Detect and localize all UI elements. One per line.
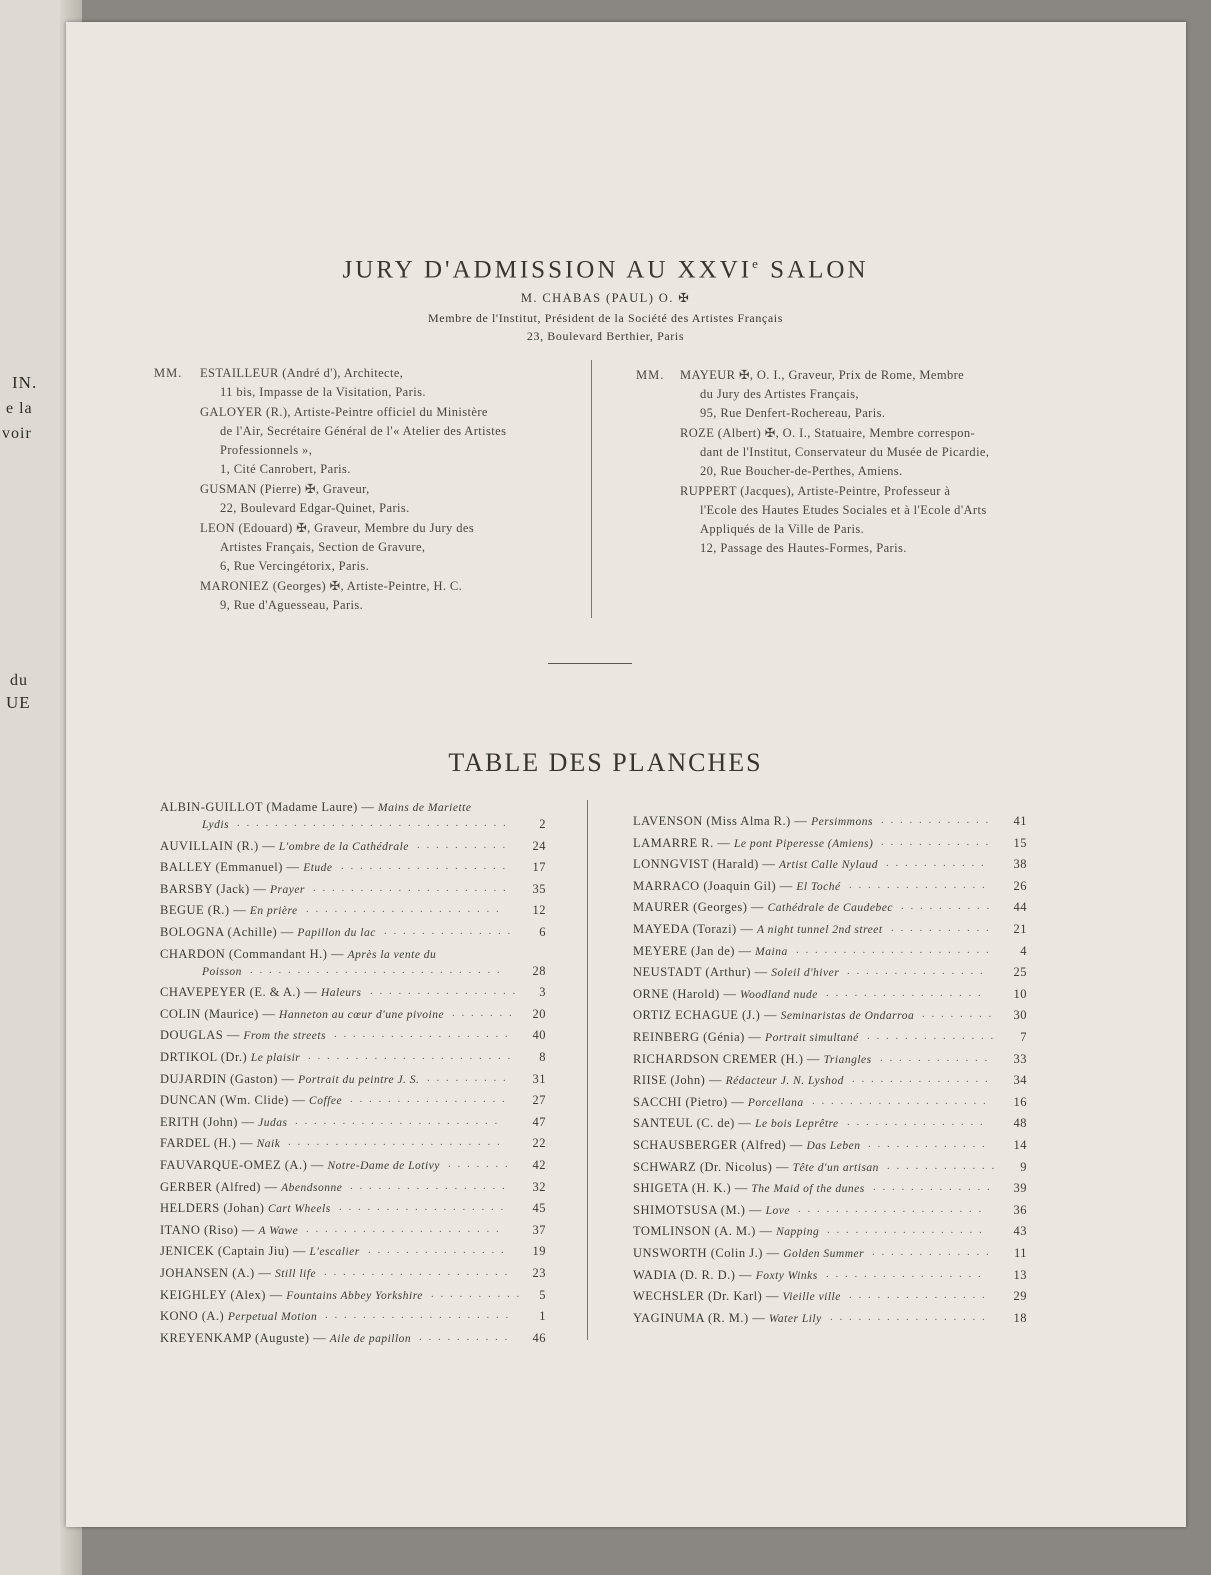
- jury-line: GALOYER (R.), Artiste-Peintre officiel du Ministère: [200, 405, 488, 419]
- plate-number: 31: [532, 1071, 546, 1086]
- dot-leader: . . . . . . . . . . . .: [881, 814, 991, 826]
- plate-number: 24: [532, 838, 546, 853]
- jury-line: ESTAILLEUR (André d'), Architecte,: [200, 366, 404, 380]
- plate-entry: [633, 814, 873, 829]
- margin-fragment: du: [10, 672, 28, 689]
- plate-number: 3: [539, 985, 546, 1000]
- dot-leader: . . . . . . .: [448, 1158, 510, 1170]
- jury-line: ROZE (Albert) ✠, O. I., Statuaire, Membre correspon-: [680, 426, 976, 440]
- dot-leader: . . . . . . . . . .: [419, 1330, 510, 1343]
- plate-entry: [633, 965, 839, 980]
- jury-line: 95, Rue Denfert-Rochereau, Paris.: [700, 406, 886, 420]
- plate-entry: [160, 1050, 300, 1065]
- plate-entry: [160, 882, 305, 897]
- jury-line: 9, Rue d'Aguesseau, Paris.: [220, 598, 364, 612]
- plate-work: Après la vente du: [347, 948, 437, 961]
- margin-fragment: IN.: [12, 373, 38, 392]
- plate-entry: [633, 1181, 865, 1196]
- plate-number: 39: [1013, 1181, 1027, 1196]
- jury-line: MARONIEZ (Georges) ✠, Artiste-Peintre, H. C.: [200, 579, 463, 593]
- plate-artist: GERBER (Alfred) —: [160, 1179, 282, 1194]
- dot-leader: . . . . . . . . . . . . . . . . .: [826, 1267, 983, 1280]
- plate-artist: MAYEDA (Torazi) —: [633, 922, 757, 936]
- jury-line: LEON (Edouard) ✠, Graveur, Membre du Jury des: [200, 521, 475, 535]
- dot-leader: . . . . . . . . . . . . . . .: [368, 1244, 506, 1257]
- plate-artist: BALLEY (Emmanuel) —: [160, 860, 304, 875]
- dot-leader: . . . . . . . . .: [427, 1071, 508, 1084]
- plate-artist: MARRACO (Joaquin Gil) —: [633, 878, 797, 893]
- dot-leader: . . . . . . . . . . . . . .: [867, 1030, 996, 1042]
- plate-entry: [633, 1008, 914, 1023]
- jury-line: Artistes Français, Section de Gravure,: [220, 540, 426, 554]
- dot-leader: . . . . . . . . . . . . . . . . . . .: [812, 1094, 988, 1107]
- jury-line: Appliqués de la Ville de Paris.: [700, 522, 865, 536]
- jury-line: 20, Rue Boucher-de-Perthes, Amiens.: [700, 464, 903, 478]
- jury-member: [680, 482, 989, 558]
- plate-entry: [633, 1203, 790, 1218]
- plate-work: Still life: [274, 1268, 317, 1280]
- plate-work: Tête d'un artisan: [792, 1161, 879, 1174]
- plate-work: Rédacteur J. N. Lyshod: [725, 1075, 844, 1088]
- dot-leader: . . . . . . . .: [922, 1008, 994, 1021]
- dot-leader: . . . . . . . . . . .: [891, 922, 991, 934]
- plate-work: Woodland nude: [739, 988, 818, 1001]
- dot-leader: . . . . . . . . . .: [901, 900, 992, 913]
- plate-work: L'ombre de la Cathédrale: [278, 840, 409, 853]
- plate-number: 11: [1013, 1246, 1027, 1260]
- plate-artist: JENICEK (Captain Jiu) —: [160, 1244, 310, 1259]
- plate-number: 12: [532, 903, 546, 918]
- plate-artist: YAGINUMA (R. M.) —: [633, 1310, 769, 1325]
- plate-entry: [160, 1093, 342, 1108]
- jury-member: [200, 519, 506, 576]
- plate-work: Cathédrale de Caudebec: [767, 902, 893, 915]
- plate-artist: DUJARDIN (Gaston) —: [160, 1071, 299, 1086]
- plate-artist: KEIGHLEY (Alex) —: [160, 1287, 287, 1302]
- dot-leader: . . . . . . . . . . . . . . .: [852, 1073, 990, 1086]
- jury-title: JURY D'ADMISSION AU XXVIe SALON: [342, 256, 869, 284]
- plate-number: 2: [539, 817, 546, 831]
- plate-entry: [633, 944, 788, 959]
- dot-leader: . . . . . . . . . . . . . . . . .: [350, 1093, 507, 1106]
- plate-entry: [633, 1224, 819, 1239]
- plate-artist: KONO (A.): [160, 1309, 228, 1324]
- jury-line: dant de l'Institut, Conservateur du Musée de Picardie,: [700, 445, 990, 459]
- plate-number: 15: [1013, 835, 1027, 850]
- plate-number: 7: [1020, 1030, 1027, 1044]
- plate-artist: LAMARRE R. —: [633, 835, 734, 850]
- plate-entry: [160, 1331, 411, 1346]
- dot-leader: . . . . . . . . . . . . . . . . . . . . . .: [308, 1050, 513, 1062]
- jury-line: GUSMAN (Pierre) ✠, Graveur,: [200, 482, 370, 496]
- plate-artist: KREYENKAMP (Auguste) —: [160, 1330, 330, 1345]
- plate-entry: [160, 903, 298, 918]
- plate-number: 5: [539, 1287, 546, 1302]
- plate-work: Porcellana: [747, 1096, 804, 1109]
- jury-president-title: Membre de l'Institut, Président de la Société des Artistes Français: [428, 311, 783, 325]
- dot-leader: . . . . . . . . . . .: [886, 857, 986, 870]
- plate-entry: [633, 836, 873, 851]
- plate-number: 26: [1013, 878, 1027, 893]
- plate-work: Judas: [258, 1116, 288, 1129]
- jury-member: [200, 364, 506, 402]
- plate-artist: ORTIZ ECHAGUE (J.) —: [633, 1008, 781, 1023]
- plate-work: El Toché: [796, 880, 841, 893]
- plate-entry: [160, 1266, 316, 1281]
- plate-number: 14: [1013, 1138, 1027, 1152]
- jury-right-mm: MM.: [636, 368, 665, 382]
- plate-entry: [160, 1136, 280, 1151]
- jury-left-mm: MM.: [154, 366, 183, 380]
- plate-number: 1: [539, 1309, 546, 1324]
- plate-work: Maina: [755, 945, 788, 958]
- jury-column-divider: [591, 360, 592, 618]
- plate-work: A night tunnel 2nd street: [756, 924, 883, 936]
- plate-work: Soleil d'hiver: [771, 967, 840, 980]
- dot-leader: . . . . . . . . . .: [417, 838, 508, 851]
- plate-artist: BOLOGNA (Achille) —: [160, 925, 298, 939]
- plate-artist: WADIA (D. R. D.) —: [633, 1267, 756, 1282]
- plate-work: Aile de papillon: [329, 1332, 412, 1345]
- plate-entry: [160, 800, 471, 815]
- plate-artist: UNSWORTH (Colin J.) —: [633, 1246, 784, 1260]
- plate-number: 40: [532, 1028, 546, 1043]
- plate-artist: MEYERE (Jan de) —: [633, 943, 756, 958]
- plate-number: 43: [1013, 1224, 1027, 1239]
- plate-work-cont: Poisson: [202, 965, 242, 978]
- plate-number: 18: [1013, 1310, 1027, 1325]
- plate-number: 45: [532, 1201, 546, 1216]
- dot-leader: . . . . . . . . . . . . .: [872, 1246, 991, 1258]
- dot-leader: . . . . . . . . . . . . . . . . . . . .: [324, 1266, 510, 1278]
- dot-leader: . . . . . . . . . . . . . . . . . . . . .: [306, 903, 501, 916]
- plate-entry: [633, 1073, 844, 1088]
- dot-leader: . . . . . . . . . . . . . . . . . .: [341, 860, 508, 873]
- plate-artist: DUNCAN (Wm. Clide) —: [160, 1093, 310, 1108]
- jury-member: [200, 577, 506, 615]
- dot-leader: . . . . . . . . . . . .: [880, 1051, 990, 1064]
- plate-artist: SACCHI (Pietro) —: [633, 1094, 748, 1109]
- dot-leader: . . . . . . . . . . . . . . . . . . . . . . .: [288, 1136, 502, 1149]
- plate-work: Le pont Piperesse (Amiens): [733, 837, 874, 850]
- jury-line: 12, Passage des Hautes-Formes, Paris.: [700, 541, 907, 555]
- plate-number: 23: [532, 1266, 546, 1280]
- plate-number: 8: [539, 1050, 546, 1064]
- plate-work: A Wawe: [258, 1224, 299, 1237]
- plate-work: Le bois Leprêtre: [755, 1118, 839, 1131]
- plate-work: Das Leben: [806, 1140, 861, 1152]
- plate-work: Portrait du peintre J. S.: [298, 1073, 420, 1086]
- plate-number: 28: [532, 963, 546, 978]
- plate-entry: [160, 1007, 444, 1022]
- plate-work: Etude: [303, 862, 333, 875]
- plate-work: Mains de Mariette: [377, 802, 472, 814]
- jury-president: M. CHABAS (PAUL) O. ✠: [520, 291, 691, 305]
- plate-artist: BEGUE (R.) —: [160, 903, 250, 918]
- plate-artist: CHARDON (Commandant H.) —: [160, 946, 348, 961]
- plate-work: L'escalier: [309, 1246, 360, 1259]
- table-column-divider: [587, 800, 588, 1340]
- plate-artist: ERITH (John) —: [160, 1114, 259, 1129]
- plate-number: 42: [532, 1158, 546, 1172]
- plate-artist: SANTEUL (C. de) —: [633, 1116, 756, 1131]
- section-divider: [548, 663, 632, 664]
- jury-president-address: 23, Boulevard Berthier, Paris: [526, 329, 685, 343]
- dot-leader: . . . . . . . . . . . . .: [873, 1181, 992, 1194]
- plate-work: Fountains Abbey Yorkshire: [286, 1289, 423, 1302]
- dot-leader: . . . . . . . . . . . . . . . . . . . . .: [313, 881, 508, 894]
- jury-line: RUPPERT (Jacques), Artiste-Peintre, Professeur à: [680, 484, 951, 498]
- plate-entry: [633, 987, 818, 1002]
- plate-artist: JOHANSEN (A.) —: [160, 1266, 275, 1280]
- plate-number: 32: [532, 1179, 546, 1194]
- plate-work: Foxty Winks: [755, 1269, 818, 1282]
- jury-line: 6, Rue Vercingétorix, Paris.: [220, 559, 370, 573]
- plate-work: Triangles: [823, 1053, 872, 1066]
- plate-entry: [160, 1028, 326, 1043]
- jury-line: MAYEUR ✠, O. I., Graveur, Prix de Rome, Membre: [680, 368, 965, 382]
- dot-leader: . . . . . . . . . . . . . . . . .: [826, 986, 983, 999]
- plate-number: 19: [532, 1244, 546, 1259]
- jury-member: [680, 424, 989, 481]
- plate-work: Coffee: [309, 1095, 343, 1108]
- dot-leader: . . . . . . . . . . . . . . . . .: [830, 1310, 987, 1323]
- plate-work: Perpetual Motion: [227, 1311, 318, 1324]
- dot-leader: . . . . . . . . . . . . . . . . .: [827, 1224, 984, 1237]
- plate-work: Persimmons: [811, 816, 873, 828]
- plate-artist: DRTIKOL (Dr.): [160, 1050, 251, 1064]
- plate-artist: HELDERS (Johan): [160, 1201, 268, 1216]
- plate-number: 6: [539, 925, 546, 939]
- plate-entry: [633, 1095, 804, 1110]
- plate-entry: [160, 925, 376, 940]
- plate-work: Napping: [776, 1226, 820, 1239]
- plate-work: Naik: [256, 1138, 281, 1151]
- plate-entry: [633, 1160, 879, 1175]
- plate-number: 47: [532, 1114, 546, 1129]
- table-title: TABLE DES PLANCHES: [448, 748, 763, 777]
- plate-work: Hanneton au cœur d'une pivoine: [279, 1008, 445, 1021]
- plate-entry: [160, 1309, 317, 1324]
- plate-artist: SCHWARZ (Dr. Nicolus) —: [633, 1159, 793, 1174]
- plate-number: 34: [1013, 1073, 1027, 1088]
- jury-line: 22, Boulevard Edgar-Quinet, Paris.: [220, 501, 410, 515]
- dot-leader: . . . . . . . . . . . . . . . . . . . . . . . . . . . . .: [237, 817, 508, 829]
- plate-work: En prière: [249, 905, 298, 918]
- plate-work: Notre-Dame de Lotivy: [327, 1160, 440, 1172]
- plate-number: 37: [532, 1222, 546, 1237]
- plate-work: Seminaristas de Ondarroa: [780, 1010, 915, 1023]
- plate-work: Papillon du lac: [297, 927, 376, 939]
- dot-leader: . . . . . . . . . . . . . . . . . .: [339, 1201, 506, 1214]
- dot-leader: . . . . . . . . . . . . . . .: [847, 965, 985, 978]
- plate-artist: DOUGLAS —: [160, 1028, 244, 1043]
- plate-number: 44: [1013, 900, 1027, 915]
- plate-artist: NEUSTADT (Arthur) —: [633, 965, 772, 980]
- plate-artist: ALBIN-GUILLOT (Madame Laure) —: [160, 800, 378, 814]
- plate-entry: [633, 1246, 864, 1261]
- plate-number: 36: [1013, 1202, 1027, 1217]
- jury-line: du Jury des Artistes Français,: [700, 387, 859, 401]
- plate-number: 13: [1013, 1267, 1027, 1282]
- plate-artist: RICHARDSON CREMER (H.) —: [633, 1051, 824, 1066]
- plate-number: 48: [1013, 1116, 1027, 1131]
- plate-artist: TOMLINSON (A. M.) —: [633, 1224, 777, 1239]
- plate-number: 16: [1013, 1094, 1027, 1109]
- plate-number: 21: [1013, 922, 1027, 936]
- plate-entry: [160, 1223, 298, 1238]
- plate-work: Love: [765, 1204, 790, 1217]
- jury-member: [200, 403, 506, 479]
- jury-member: [200, 480, 506, 518]
- plate-entry: [633, 1138, 860, 1153]
- plate-entry: [160, 860, 333, 875]
- plate-work: Artist Calle Nylaud: [779, 859, 878, 872]
- plate-entry: [633, 1030, 859, 1045]
- dot-leader: . . . . . . . . . . . . . . .: [849, 1289, 987, 1302]
- plate-entry: [160, 1180, 342, 1195]
- dot-leader: . . . . . . . . . . . . . . .: [847, 1116, 985, 1129]
- dot-leader: . . . . . . . . . . . . . . . . . . . . .: [796, 943, 991, 956]
- plate-artist: ORNE (Harold) —: [633, 986, 740, 1001]
- plate-work: Le plaisir: [250, 1052, 301, 1064]
- plate-work: Golden Summer: [783, 1248, 865, 1260]
- dot-leader: . . . . . . . . . .: [431, 1287, 522, 1300]
- dot-leader: . . . . . . . . . . . . . . . . . . . .: [798, 1202, 984, 1215]
- plate-entry: [160, 1201, 331, 1216]
- plate-artist: SHIMOTSUSA (M.) —: [633, 1202, 766, 1217]
- plate-work: The Maid of the dunes: [751, 1183, 865, 1196]
- margin-fragment: voir: [2, 425, 32, 442]
- plate-entry: [160, 1158, 440, 1173]
- plate-number: 4: [1020, 943, 1027, 958]
- plate-artist: COLIN (Maurice) —: [160, 1006, 280, 1021]
- plate-number: 10: [1013, 986, 1027, 1001]
- plate-number: 25: [1013, 965, 1027, 980]
- jury-line: de l'Air, Secrétaire Général de l'« Atelier des Artistes: [220, 424, 507, 438]
- plate-artist: ITANO (Riso) —: [160, 1222, 259, 1237]
- plate-entry: [633, 1052, 872, 1067]
- dot-leader: . . . . . . . . . . . .: [887, 1159, 997, 1172]
- plate-entry: [160, 947, 436, 962]
- plate-number: 17: [532, 860, 546, 875]
- plate-entry: [160, 1072, 419, 1087]
- dot-leader: . . . . . . . . . . . . . . . . . . . . .: [306, 1222, 501, 1235]
- plate-entry: [160, 985, 362, 1000]
- plate-artist: AUVILLAIN (R.) —: [160, 838, 279, 853]
- plate-work-cont: Lydis: [202, 819, 230, 831]
- jury-right-column: [680, 366, 989, 559]
- plate-entry: [160, 1115, 287, 1130]
- jury-line: 11 bis, Impasse de la Visitation, Paris.: [220, 385, 426, 399]
- plate-artist: LAVENSON (Miss Alma R.) —: [633, 814, 812, 828]
- plate-entry: [633, 879, 841, 894]
- dot-leader: . . . . . . . . . . . .: [881, 835, 991, 848]
- plate-entry: [160, 839, 409, 854]
- plate-entry: [633, 1268, 818, 1283]
- dot-leader: . . . . . . . . . . . . .: [868, 1138, 987, 1150]
- dot-leader: . . . . . . .: [452, 1006, 514, 1019]
- plate-number: 30: [1013, 1008, 1027, 1023]
- plate-number: 35: [532, 881, 546, 896]
- plate-number: 20: [532, 1006, 546, 1021]
- plate-artist: LONNGVIST (Harald) —: [633, 857, 780, 872]
- dot-leader: . . . . . . . . . . . . . . . .: [370, 985, 518, 998]
- plate-entry-cont: [202, 964, 242, 979]
- plate-artist: SCHAUSBERGER (Alfred) —: [633, 1138, 807, 1152]
- plate-artist: SHIGETA (H. K.) —: [633, 1181, 752, 1196]
- jury-line: l'Ecole des Hautes Etudes Sociales et à l'Ecole d'Arts: [700, 503, 987, 517]
- plate-entry: [633, 857, 878, 872]
- dot-leader: . . . . . . . . . . . . . .: [384, 925, 513, 937]
- plate-entry: [633, 922, 883, 937]
- dot-leader: . . . . . . . . . . . . . . .: [849, 878, 987, 891]
- plate-entry: [160, 1244, 360, 1259]
- jury-member: [680, 366, 989, 423]
- plate-work: Abendsonne: [281, 1181, 343, 1194]
- plate-artist: RIISE (John) —: [633, 1073, 726, 1088]
- plate-number: 9: [1020, 1159, 1027, 1174]
- jury-line: Professionnels »,: [220, 443, 313, 457]
- jury-left-column: [200, 364, 506, 616]
- plate-number: 29: [1013, 1289, 1027, 1304]
- plate-artist: CHAVEPEYER (E. & A.) —: [160, 985, 321, 1000]
- plate-artist: FARDEL (H.) —: [160, 1136, 257, 1151]
- plate-work: Portrait simultané: [765, 1032, 859, 1044]
- plate-artist: MAURER (Georges) —: [633, 900, 768, 915]
- plate-entry: [633, 1289, 841, 1304]
- plate-number: 33: [1013, 1051, 1027, 1066]
- margin-fragment: UE: [6, 693, 31, 712]
- plate-work: From the streets: [243, 1030, 327, 1043]
- plate-work: Prayer: [269, 883, 305, 896]
- plate-entry-cont: [202, 817, 229, 832]
- plate-work: Vieille ville: [782, 1291, 841, 1304]
- plate-number: 38: [1013, 857, 1027, 872]
- plate-number: 27: [532, 1093, 546, 1108]
- plate-entry: [633, 900, 893, 915]
- jury-line: 1, Cité Canrobert, Paris.: [220, 462, 351, 476]
- dot-leader: . . . . . . . . . . . . . . . . . . . . . .: [295, 1114, 500, 1127]
- plate-artist: BARSBY (Jack) —: [160, 881, 270, 896]
- plate-entry: [633, 1311, 822, 1326]
- plate-work: Water Lily: [768, 1312, 822, 1325]
- dot-leader: . . . . . . . . . . . . . . . . . . . .: [325, 1309, 511, 1322]
- dot-leader: . . . . . . . . . . . . . . . . . . .: [334, 1028, 510, 1041]
- margin-fragment: e la: [6, 400, 33, 417]
- plate-number: 22: [532, 1136, 546, 1151]
- plate-artist: REINBERG (Génia) —: [633, 1030, 766, 1044]
- plate-work: Haleurs: [320, 987, 362, 1000]
- plate-work: Cart Wheels: [268, 1203, 331, 1216]
- plate-entry: [160, 1288, 423, 1303]
- dot-leader: . . . . . . . . . . . . . . . . .: [350, 1179, 507, 1192]
- plate-number: 41: [1013, 814, 1027, 828]
- dot-leader: . . . . . . . . . . . . . . . . . . . . . . . . . . .: [250, 963, 502, 976]
- plate-artist: WECHSLER (Dr. Karl) —: [633, 1289, 783, 1304]
- plate-artist: FAUVARQUE-OMEZ (A.) —: [160, 1158, 328, 1172]
- plate-number: 46: [532, 1330, 546, 1345]
- plate-entry: [633, 1116, 839, 1131]
